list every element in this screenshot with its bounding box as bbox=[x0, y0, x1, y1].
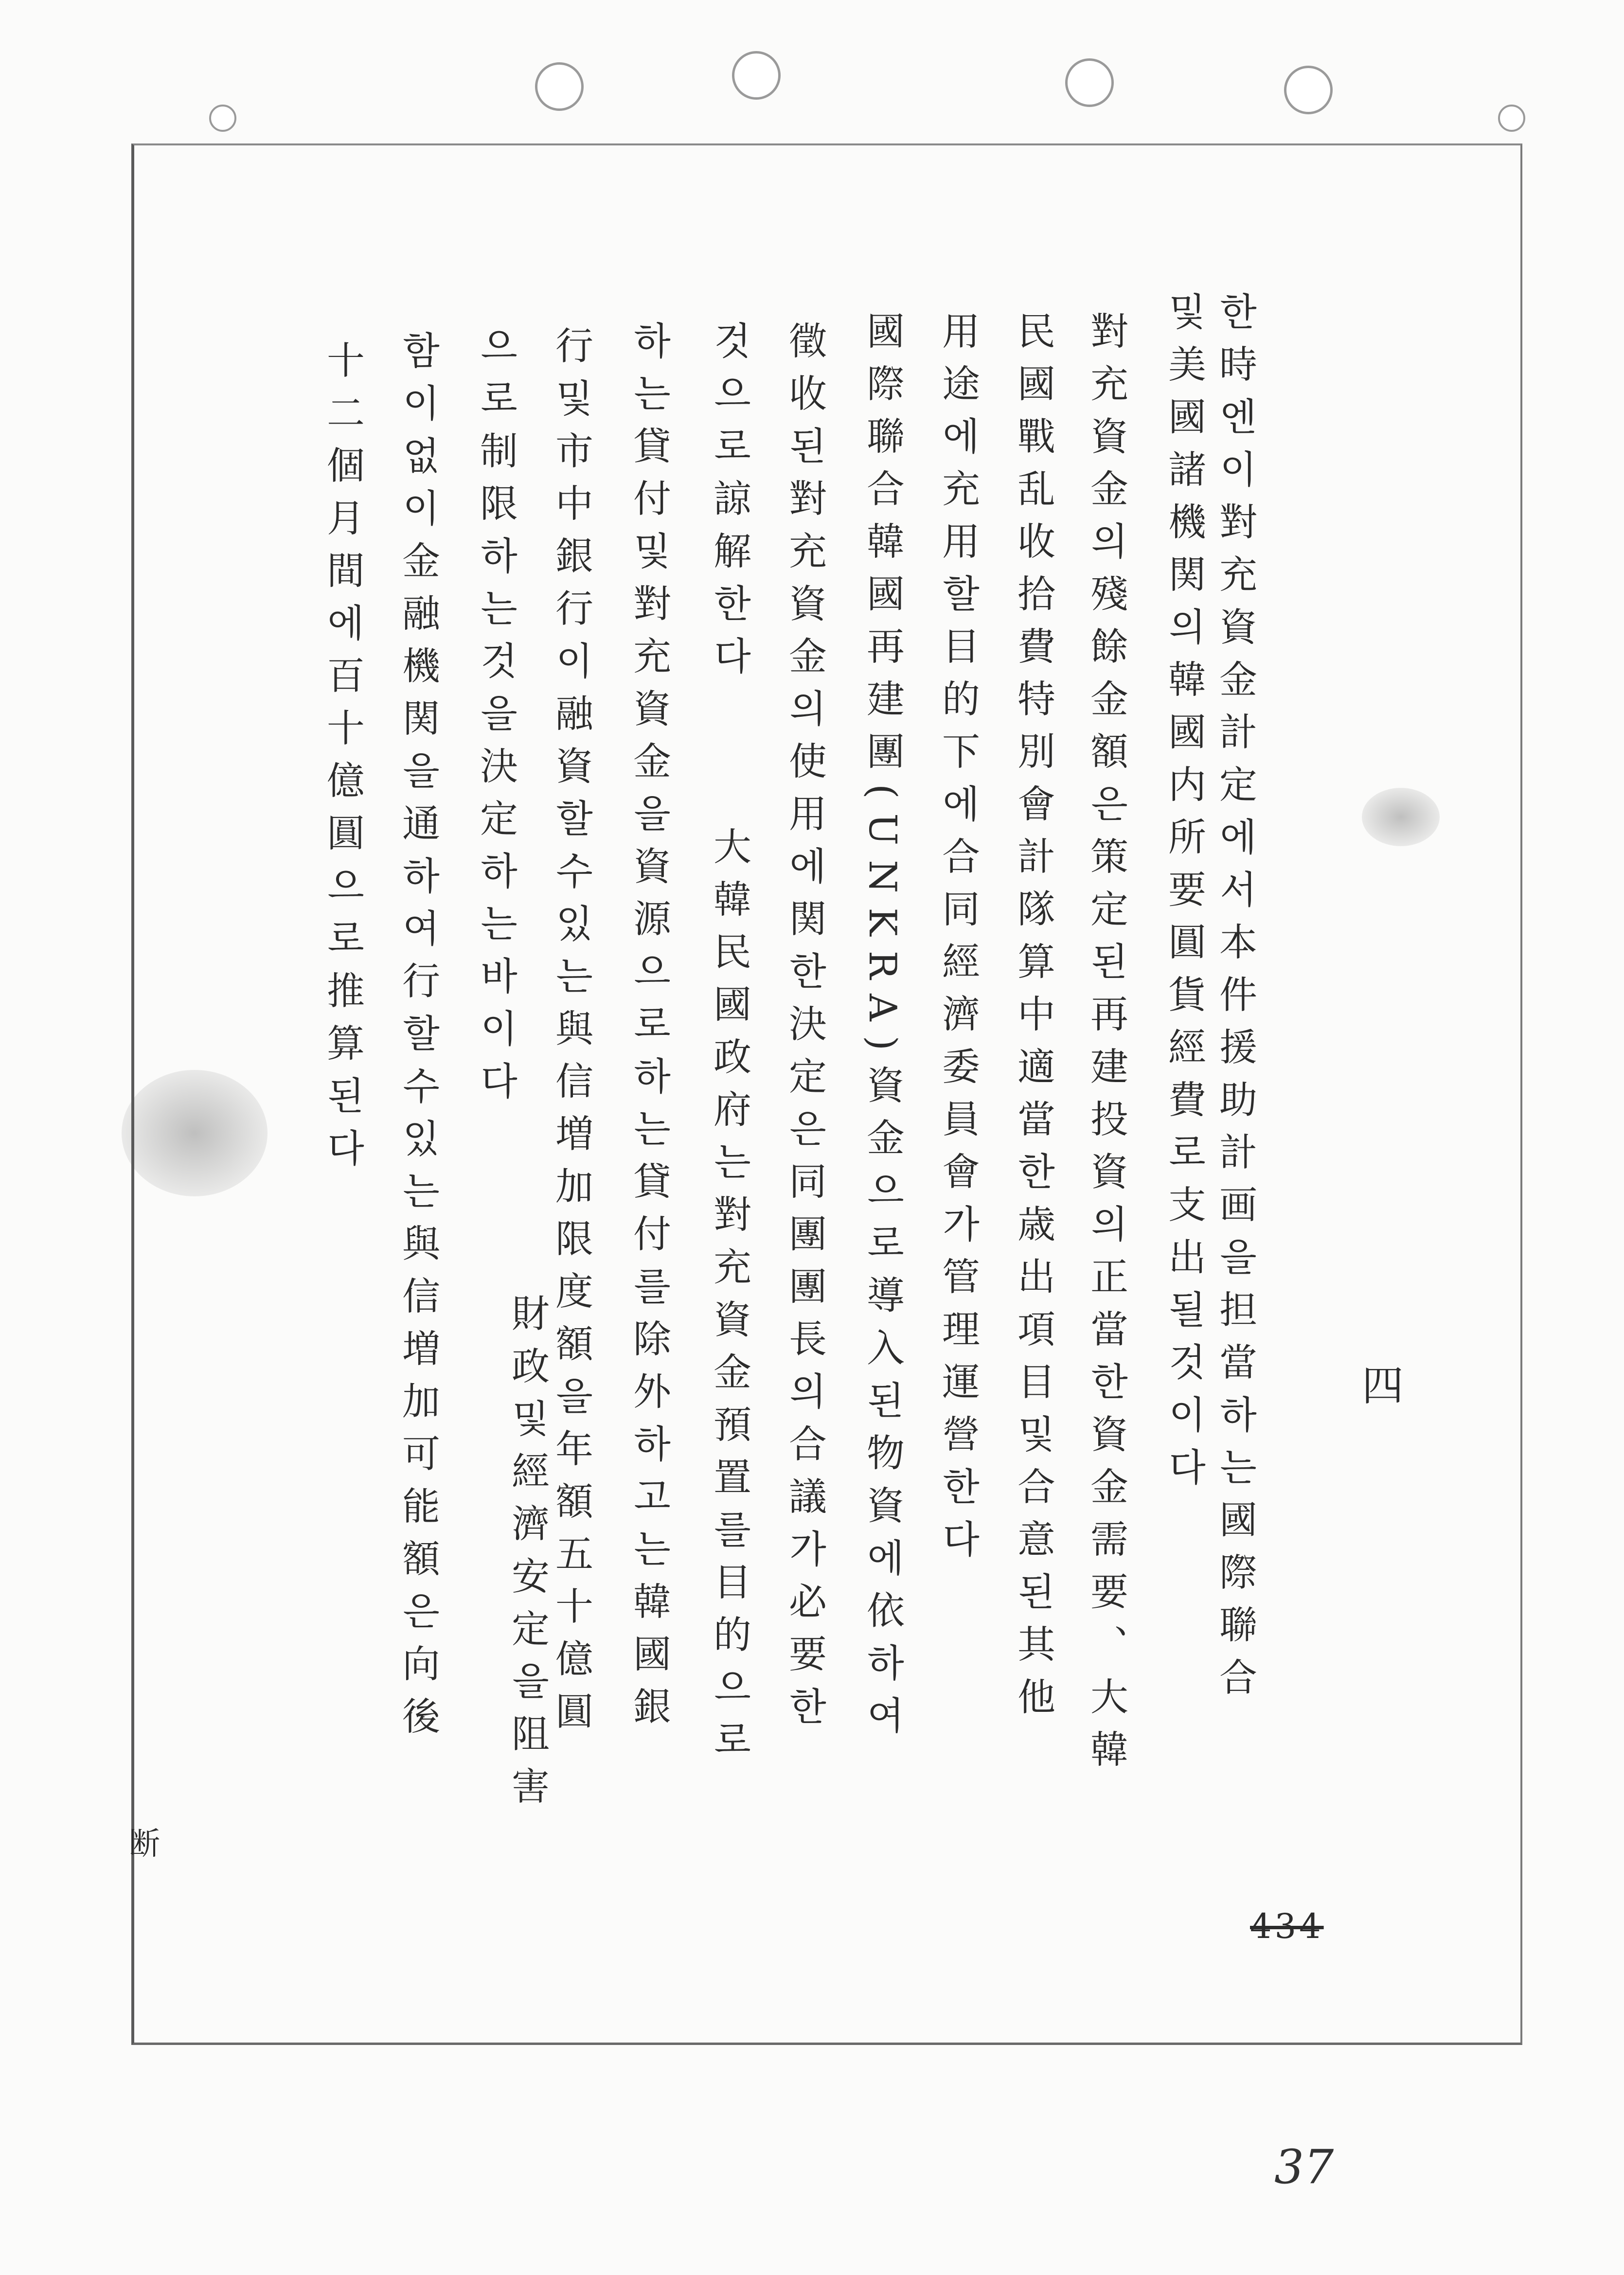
text-column-8: 것으로諒解한다 bbox=[707, 321, 751, 689]
margin-note: 断 bbox=[129, 1826, 160, 1862]
section-mark: 四 bbox=[1362, 1362, 1404, 1410]
page-stamp: 434 bbox=[1250, 1906, 1324, 1946]
scan-smudge bbox=[1362, 788, 1440, 846]
punch-hole bbox=[535, 62, 584, 111]
text-column-12: 으로制限하는것을決定하는바이다 bbox=[474, 326, 518, 1114]
text-column-9: 大韓民國政府는對充資金預置를目的으로 bbox=[707, 827, 751, 1772]
text-column-14: 함이없이金融機関을通하여行할수있는與信増加可能額은向後 bbox=[396, 331, 440, 1749]
punch-hole bbox=[1065, 58, 1114, 107]
text-column-1: 한時엔이對充資金計定에서本件援助計画을担當하는國際聯合 bbox=[1213, 292, 1257, 1710]
text-column-11: 行및市中銀行이融資할수있는與信増加限度額을年額五十億圓 bbox=[549, 326, 593, 1744]
scan-smudge bbox=[122, 1070, 268, 1196]
punch-hole bbox=[1284, 66, 1333, 114]
text-column-13: 財政및經濟安定을阻害 bbox=[505, 1294, 549, 1819]
page-number: 37 bbox=[1274, 2140, 1334, 2194]
text-column-10: 하는貸付및對充資金을資源으로하는貸付를除外하고는韓國銀 bbox=[627, 321, 671, 1739]
text-column-5: 用途에充用할目的下에合同經濟委員會가管理運營한다 bbox=[936, 311, 980, 1572]
text-column-15: 十二個月間에百十億圓으로推算된다 bbox=[321, 340, 364, 1181]
text-column-7: 徵收된對充資金의使用에関한決定은同團團長의合議가必要한 bbox=[783, 321, 826, 1739]
punch-hole bbox=[1498, 105, 1525, 132]
text-column-4: 民國戰乱收拾費特別會計隊算中適當한歳出項目및合意된其他 bbox=[1011, 311, 1055, 1729]
punch-hole bbox=[732, 51, 781, 100]
text-column-3: 對充資金의殘餘金額은策定된再建投資의正當한資金需要、大韓 bbox=[1084, 311, 1128, 1782]
text-column-6: 國際聯合韓國再建團(UNKRA)資金으로導入된物資에依하여 bbox=[860, 311, 904, 1748]
punch-hole bbox=[209, 105, 236, 132]
text-column-2: 및美國諸機関의韓國内所要圓貨經費로支出될것이다 bbox=[1162, 292, 1206, 1500]
